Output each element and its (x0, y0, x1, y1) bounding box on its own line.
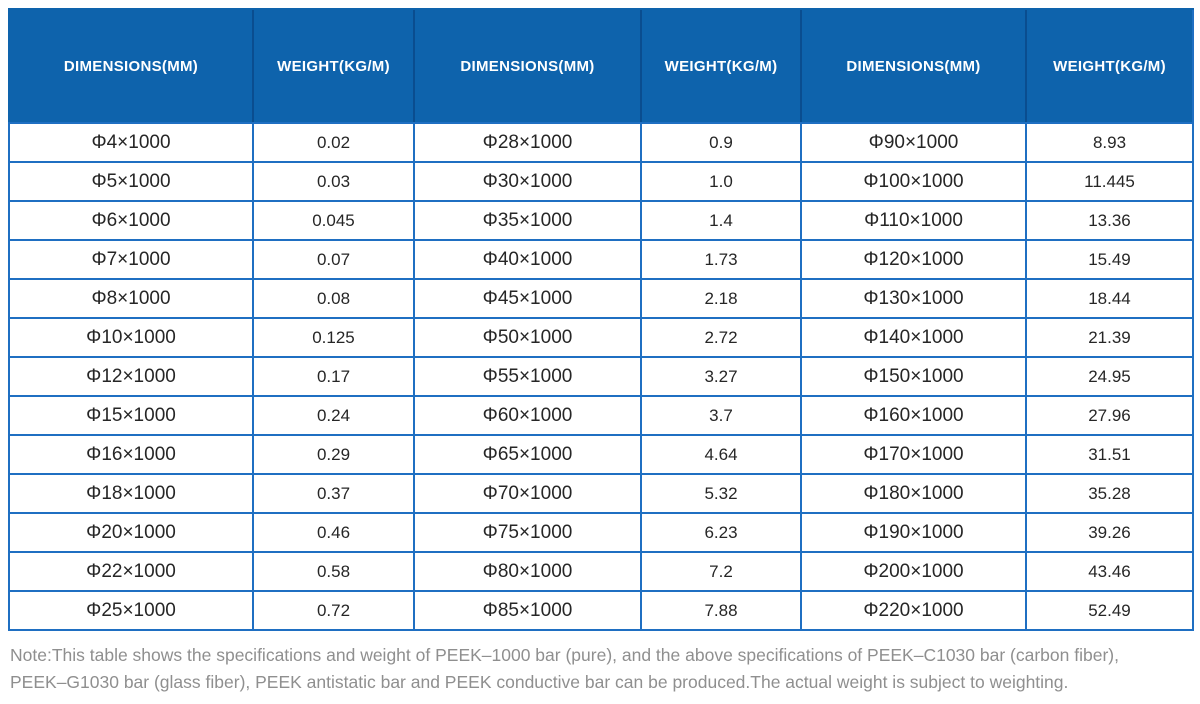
dimension-cell: Φ16×1000 (9, 435, 253, 474)
table-row (9, 513, 1193, 552)
weight-cell: 18.44 (1026, 279, 1193, 318)
weight-cell: 0.17 (253, 357, 414, 396)
dimension-cell: Φ55×1000 (414, 357, 641, 396)
weight-cell: 2.18 (641, 279, 801, 318)
weight-cell: 0.58 (253, 552, 414, 591)
weight-cell: 0.46 (253, 513, 414, 552)
table-note (8, 642, 1192, 696)
dimension-cell: Φ65×1000 (414, 435, 641, 474)
table-row (9, 240, 1193, 279)
dimension-cell: Φ60×1000 (414, 396, 641, 435)
weight-cell: 3.7 (641, 396, 801, 435)
dimension-cell: Φ100×1000 (801, 162, 1026, 201)
dimension-cell: Φ18×1000 (9, 474, 253, 513)
weight-cell: 11.445 (1026, 162, 1193, 201)
dimension-cell: Φ25×1000 (9, 591, 253, 630)
weight-cell: 7.2 (641, 552, 801, 591)
table-row (9, 318, 1193, 357)
weight-cell: 0.07 (253, 240, 414, 279)
weight-cell: 13.36 (1026, 201, 1193, 240)
weight-cell: 39.26 (1026, 513, 1193, 552)
dimension-cell: Φ80×1000 (414, 552, 641, 591)
dimension-cell: Φ130×1000 (801, 279, 1026, 318)
weight-cell: 7.88 (641, 591, 801, 630)
dimension-cell: Φ200×1000 (801, 552, 1026, 591)
weight-cell: 43.46 (1026, 552, 1193, 591)
dimension-cell: Φ15×1000 (9, 396, 253, 435)
dimension-cell: Φ35×1000 (414, 201, 641, 240)
dimension-cell: Φ90×1000 (801, 123, 1026, 162)
dimension-cell: Φ20×1000 (9, 513, 253, 552)
weight-cell: 0.08 (253, 279, 414, 318)
weight-cell: 0.37 (253, 474, 414, 513)
weight-cell: 1.0 (641, 162, 801, 201)
weight-cell: 1.4 (641, 201, 801, 240)
weight-cell: 0.125 (253, 318, 414, 357)
table-row (9, 552, 1193, 591)
dimension-cell: Φ220×1000 (801, 591, 1026, 630)
col-header-dimensions: DIMENSIONS(MM) (801, 9, 1026, 123)
dimension-cell: Φ150×1000 (801, 357, 1026, 396)
dimension-cell: Φ50×1000 (414, 318, 641, 357)
dimension-cell: Φ12×1000 (9, 357, 253, 396)
dimension-cell: Φ4×1000 (9, 123, 253, 162)
table-row (9, 162, 1193, 201)
col-header-weight: WEIGHT(KG/M) (641, 9, 801, 123)
table-row (9, 201, 1193, 240)
weight-cell: 6.23 (641, 513, 801, 552)
weight-cell: 8.93 (1026, 123, 1193, 162)
weight-cell: 35.28 (1026, 474, 1193, 513)
dimension-cell: Φ5×1000 (9, 162, 253, 201)
col-header-weight: WEIGHT(KG/M) (253, 9, 414, 123)
dimension-cell: Φ6×1000 (9, 201, 253, 240)
dimension-cell: Φ30×1000 (414, 162, 641, 201)
table-header-row (9, 9, 1193, 123)
weight-cell: 1.73 (641, 240, 801, 279)
weight-cell: 5.32 (641, 474, 801, 513)
dimension-cell: Φ190×1000 (801, 513, 1026, 552)
weight-cell: 4.64 (641, 435, 801, 474)
dimension-cell: Φ140×1000 (801, 318, 1026, 357)
weight-cell: 15.49 (1026, 240, 1193, 279)
peek-bar-weight-table (8, 8, 1194, 631)
dimension-cell: Φ85×1000 (414, 591, 641, 630)
col-header-dimensions: DIMENSIONS(MM) (9, 9, 253, 123)
weight-cell: 0.29 (253, 435, 414, 474)
weight-cell: 0.045 (253, 201, 414, 240)
table-row (9, 474, 1193, 513)
weight-cell: 3.27 (641, 357, 801, 396)
dimension-cell: Φ45×1000 (414, 279, 641, 318)
weight-cell: 0.9 (641, 123, 801, 162)
weight-cell: 2.72 (641, 318, 801, 357)
table-row (9, 357, 1193, 396)
col-header-dimensions: DIMENSIONS(MM) (414, 9, 641, 123)
dimension-cell: Φ7×1000 (9, 240, 253, 279)
dimension-cell: Φ22×1000 (9, 552, 253, 591)
note-line-1: Note:This table shows the specifications and weight of PEEK–1000 bar (pure), and the above specifications of PEEK–C1030 bar (carbon fiber), (10, 645, 1119, 665)
dimension-cell: Φ40×1000 (414, 240, 641, 279)
dimension-cell: Φ8×1000 (9, 279, 253, 318)
dimension-cell: Φ75×1000 (414, 513, 641, 552)
weight-cell: 27.96 (1026, 396, 1193, 435)
table-row (9, 435, 1193, 474)
weight-cell: 21.39 (1026, 318, 1193, 357)
dimension-cell: Φ170×1000 (801, 435, 1026, 474)
weight-cell: 31.51 (1026, 435, 1193, 474)
table-row (9, 396, 1193, 435)
dimension-cell: Φ10×1000 (9, 318, 253, 357)
dimension-cell: Φ120×1000 (801, 240, 1026, 279)
dimension-cell: Φ110×1000 (801, 201, 1026, 240)
table-row (9, 591, 1193, 630)
col-header-weight: WEIGHT(KG/M) (1026, 9, 1193, 123)
dimension-cell: Φ180×1000 (801, 474, 1026, 513)
dimension-cell: Φ160×1000 (801, 396, 1026, 435)
weight-cell: 0.72 (253, 591, 414, 630)
dimension-cell: Φ70×1000 (414, 474, 641, 513)
note-line-2: PEEK–G1030 bar (glass fiber), PEEK antistatic bar and PEEK conductive bar can be produced.The actual weight is subject to weighting. (10, 672, 1069, 692)
weight-cell: 24.95 (1026, 357, 1193, 396)
weight-cell: 0.02 (253, 123, 414, 162)
table-row (9, 123, 1193, 162)
weight-cell: 0.03 (253, 162, 414, 201)
dimension-cell: Φ28×1000 (414, 123, 641, 162)
weight-cell: 52.49 (1026, 591, 1193, 630)
weight-cell: 0.24 (253, 396, 414, 435)
table-row (9, 279, 1193, 318)
